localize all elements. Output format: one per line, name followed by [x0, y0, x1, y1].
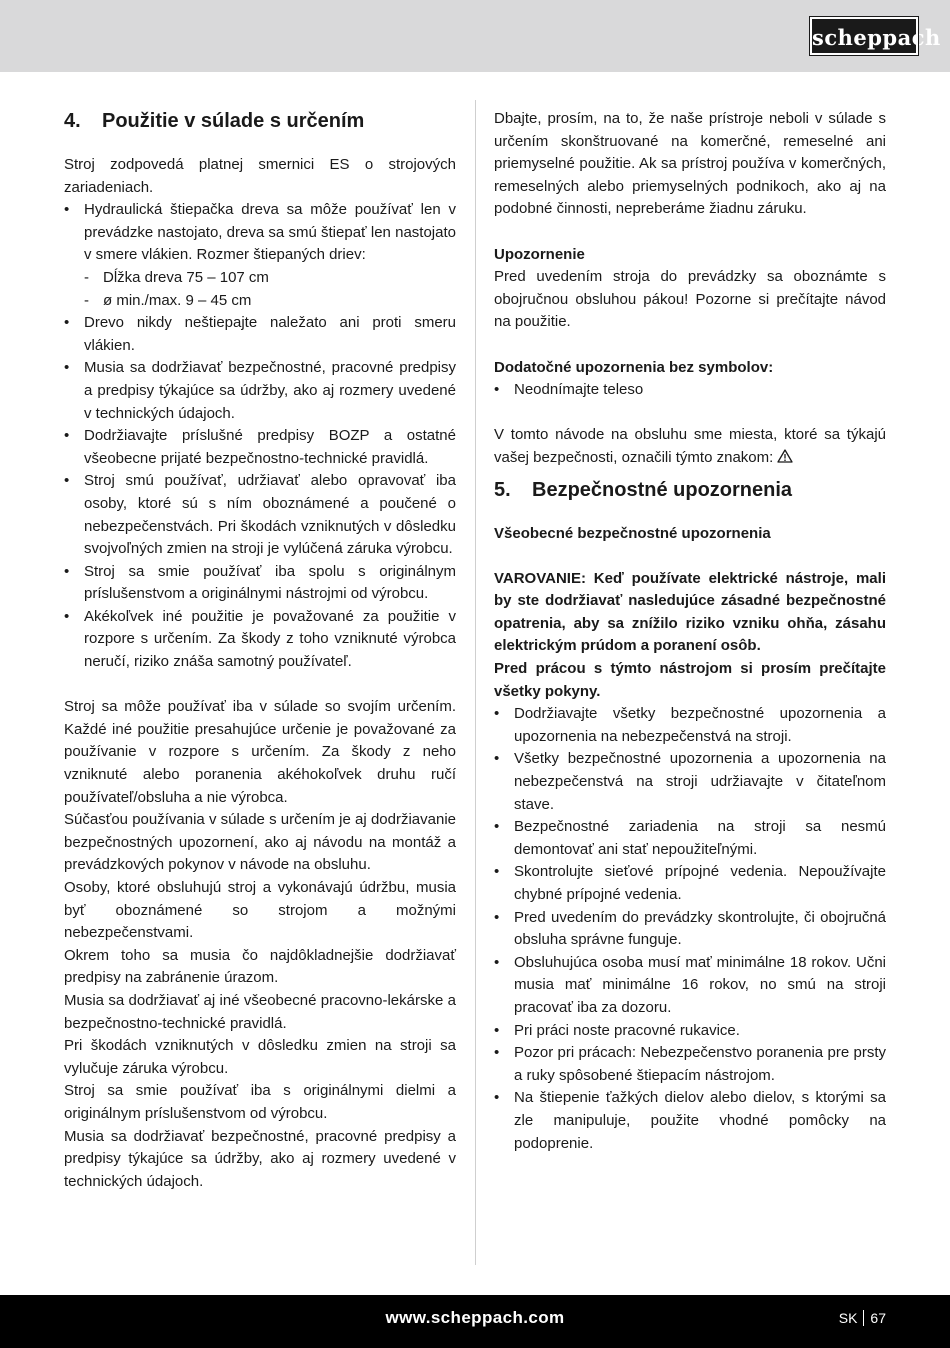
page-indicator [839, 1310, 886, 1326]
safety-mark-sentence: V tomto návode na obsluhu sme miesta, ktoré sa týkajú vašej bezpečnosti, označili týmto znakom: [494, 426, 886, 466]
warning-triangle-icon [777, 449, 793, 463]
paragraph: Pri škodách vzniknutých v dôsledku zmien na stroji sa vylučuje záruka výrobcu. [64, 1037, 456, 1077]
list-item: • Musia sa dodržiavať bezpečnostné, pracovné predpisy a predpisy týkajúce sa údržby, ako aj rozmery uvedené v technických údajoch. [64, 357, 456, 425]
paragraph: Musia sa dodržiavať bezpečnostné, pracovné predpisy a predpisy týkajúce sa údržby, ako aj rozmery uvedené v technických údajoch. [64, 1127, 456, 1190]
list-item: • Pri práci noste pracovné rukavice. [494, 1020, 886, 1043]
section-4-number: 4. [64, 110, 81, 132]
section-5-title: Bezpečnostné upozornenia [532, 478, 793, 501]
safety-bullet-list [494, 703, 886, 1155]
paragraph: Okrem toho sa musia čo najdôkladnejšie dodržiavať predpisy na zabránenie úrazom. [64, 946, 456, 987]
spacer [64, 674, 456, 697]
list-item: • Pred uvedením do prevádzky skontrolujte, či obojručná obsluha správne funguje. [494, 907, 886, 952]
paragraph: Súčasťou používania v súlade s určením je aj dodržiavanie bezpečnostných upozornení, ako aj návodu na montáž a prevádzkových pokynov v návode na obsluhu. [64, 811, 456, 874]
paragraph: Stroj sa môže používať iba v súlade so svojím určením. Každé iné použitie presahujúce určenie je považované za používanie v rozpore s určením. Za škody z neho vzniknuté alebo poranenia akéhokoľvek druhu ručí používateľ/obsluha a nie výrobca. [64, 698, 456, 806]
list-item: • Pozor pri prácach: Nebezpečenstvo poranenia pre prsty a ruky spôsobené štiepacím nástrojom. [494, 1042, 886, 1087]
bullet-text: Hydraulická štiepačka dreva sa môže používať len v prevádzke nastojato, dreva sa smú štiepať len nastojato v smere vlákien. Rozmer štiepaných driev: [84, 201, 456, 264]
list-item: • Dodržiavajte všetky bezpečnostné upozornenia a upozornenia na nebezpečenstvá na stroji. [494, 703, 886, 748]
list-item: • Drevo nikdy neštiepajte naležato ani proti smeru vlákien. [64, 312, 456, 357]
page-header [0, 0, 950, 72]
safety-mark-text [494, 424, 886, 469]
spacer [494, 334, 886, 357]
list-item: • Na štiepenie ťažkých dielov alebo dielov, s ktorými sa zle manipuluje, použite vhodné pomôcky na podoprenie. [494, 1087, 886, 1155]
page-separator [863, 1310, 864, 1326]
general-safety-subheading: Všeobecné bezpečnostné upozornenia [494, 524, 771, 542]
section-4-title: Použitie v súlade s určením [102, 110, 365, 132]
list-item: • Obsluhujúca osoba musí mať minimálne 18 rokov. Učni musia mať minimálne 16 rokov, no smú na stroji pracovať iba za dozoru. [494, 952, 886, 1020]
list-item: • Všetky bezpečnostné upozornenia a upozornenia na nebezpečenstvá na stroji udržiavajte v čitateľnom stave. [494, 748, 886, 816]
scheppach-logo: scheppach [810, 17, 918, 55]
paragraph: Musia sa dodržiavať aj iné všeobecné pracovno-lekárske a bezpečnostno-technické pravidlá. [64, 991, 456, 1032]
section-5-heading [494, 478, 886, 502]
left-column [64, 108, 456, 1193]
language-code: SK [838, 1310, 858, 1326]
list-item: • Neodnímajte teleso [494, 379, 886, 402]
read-instructions-paragraph: Pred prácou s týmto nástrojom si prosím prečítajte všetky pokyny. [494, 660, 886, 700]
extra-notes-heading: Dodatočné upozornenia bez symbolov: [494, 358, 774, 376]
notice-text: Pred uvedením stroja do prevádzky sa oboznámte s obojručnou obsluhou pákou! Pozorne si prečítajte návod na použitie. [494, 268, 886, 331]
website-link[interactable]: www.scheppach.com [385, 1308, 565, 1327]
section-4-intro: Stroj zodpovedá platnej smernici ES o strojových zariadeniach. [64, 156, 456, 196]
list-item [64, 199, 456, 312]
warning-paragraph: VAROVANIE: Keď používate elektrické nástroje, mali by ste dodržiavať nasledujúce zásadné bezpečnostné opatrenia, aby sa znížilo riziko vzniku ohňa, zásahu elektrickým prúdom a poranení osôb. [494, 569, 886, 655]
spacer [494, 221, 886, 244]
paragraph: Osoby, ktoré obsluhujú stroj a vykonávajú údržbu, musia byť oboznámené so strojom a možnými nebezpečenstvami. [64, 879, 456, 942]
spacer [494, 545, 886, 568]
list-item: • Akékoľvek iné použitie je považované za použitie v rozpore s určením. Za škody z toho vzniknuté výrobca neručí, riziko znáša samotný používateľ. [64, 606, 456, 674]
extra-notes-list [494, 379, 886, 402]
section-4-bullet-list [64, 199, 456, 673]
page-footer [0, 1295, 950, 1348]
commercial-use-note: Dbajte, prosím, na to, že naše prístroje neboli v súlade s určením skonštruované na komerčné, remeselné ani priemyselné použitie. Ak sa prístroj používa v komerčných, remeselných alebo priemyselných podnikoch, ako aj na podobné činnosti, nepreberáme žiadnu záruku. [494, 110, 886, 218]
sub-list-item: - ø min./max. 9 – 45 cm [84, 290, 456, 313]
log-size-list [84, 267, 456, 312]
list-item: • Dodržiavajte príslušné predpisy BOZP a ostatné všeobecne prijaté bezpečnostno-technické pravidlá. [64, 425, 456, 470]
list-item: • Stroj sa smie používať iba spolu s originálnym príslušenstvom a originálnymi nástrojmi od výrobcu. [64, 561, 456, 606]
spacer [494, 402, 886, 425]
section-4-heading [64, 109, 456, 133]
page-number: 67 [870, 1310, 886, 1326]
right-column [494, 108, 886, 1155]
section-5-number: 5. [494, 478, 511, 501]
list-item: • Bezpečnostné zariadenia na stroji sa nesmú demontovať ani stať nepoužiteľnými. [494, 816, 886, 861]
sub-list-item: - Dĺžka dreva 75 – 107 cm [84, 267, 456, 290]
list-item: • Skontrolujte sieťové prípojné vedenia. Nepoužívajte chybné prípojné vedenia. [494, 861, 886, 906]
notice-heading: Upozornenie [494, 245, 585, 263]
paragraph: Stroj sa smie používať iba s originálnymi dielmi a originálnym príslušenstvom od výrobcu. [64, 1082, 456, 1122]
column-divider [475, 100, 476, 1265]
list-item: • Stroj smú používať, udržiavať alebo opravovať iba osoby, ktoré sú s ním oboznámené a poučené o nebezpečenstvách. Pri škodách vzniknutých v dôsledku svojvoľných zmien na stroji je vylúčená záruka výrobcu. [64, 470, 456, 560]
